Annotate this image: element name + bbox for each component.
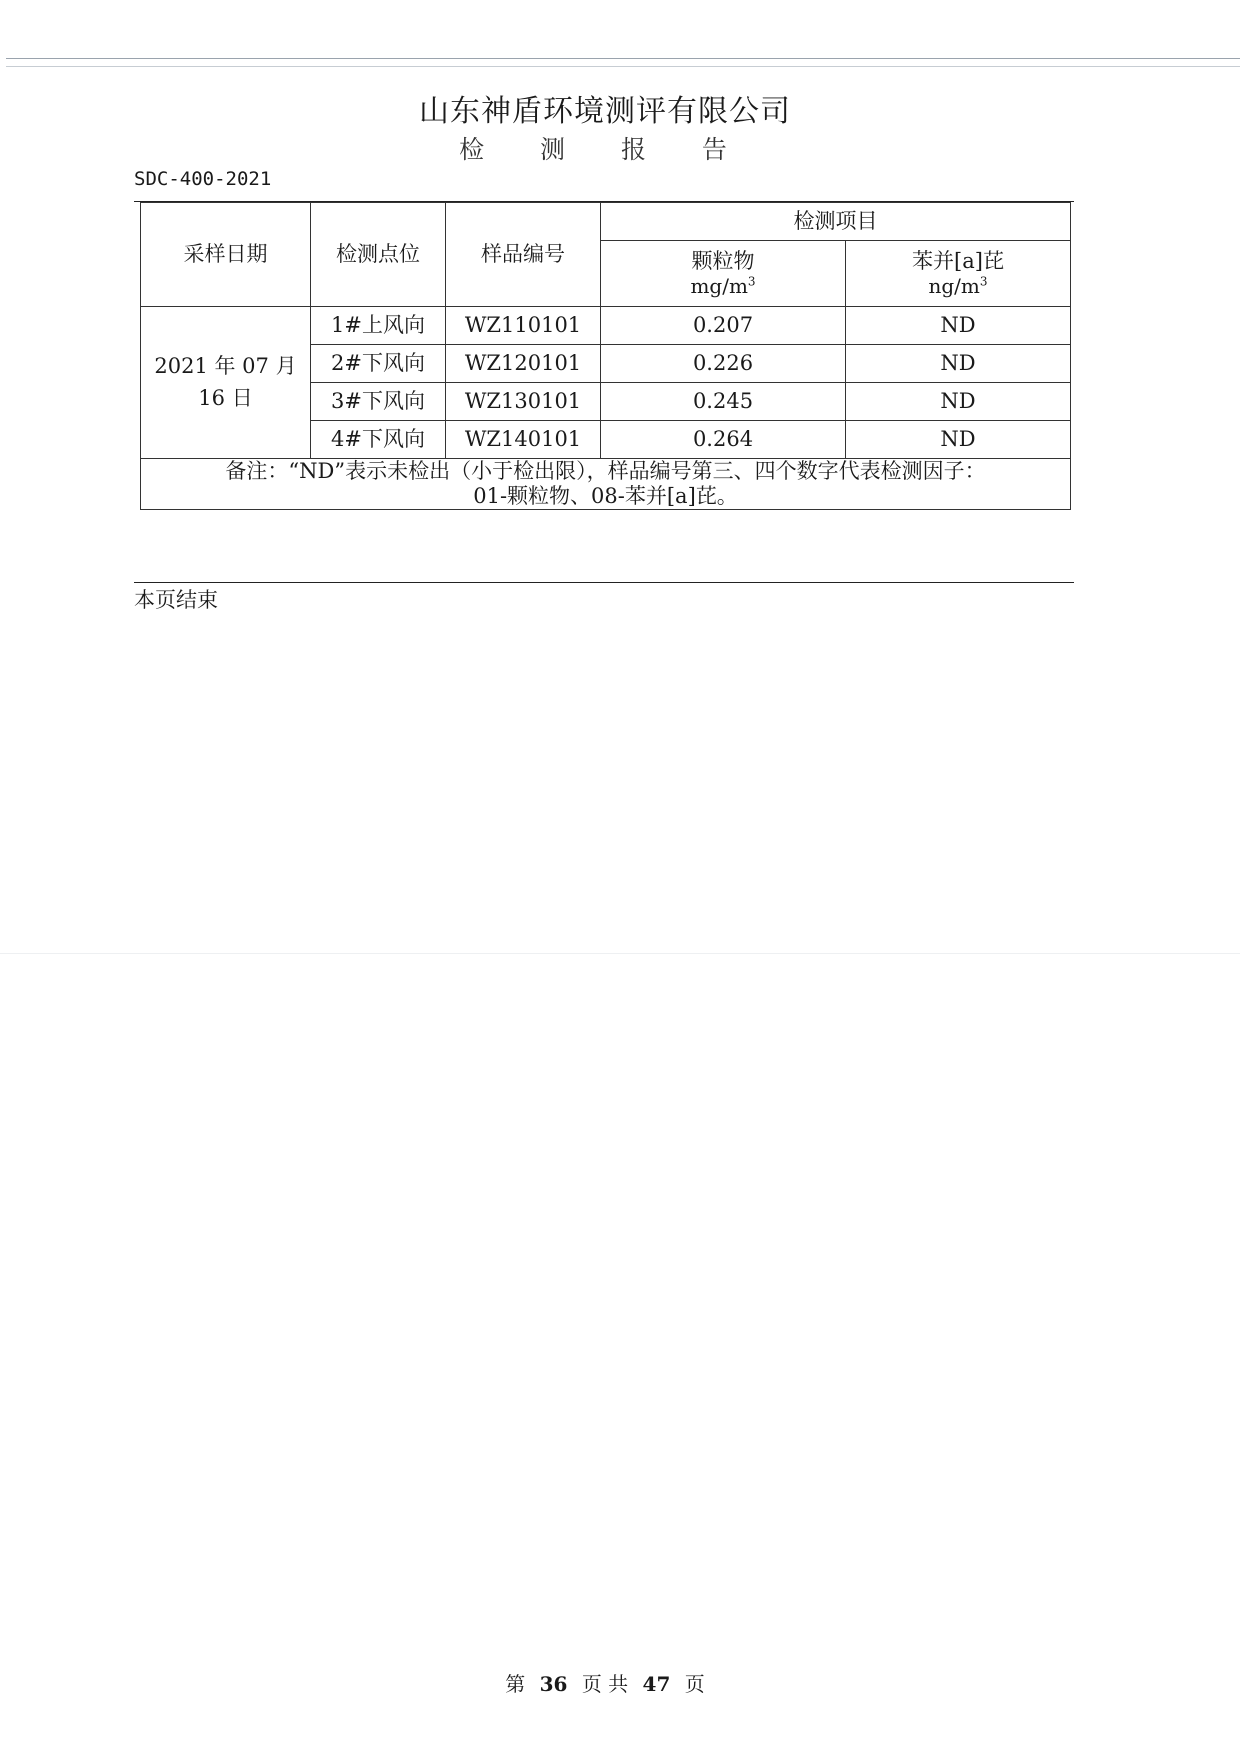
point-cell: 3#下风向 xyxy=(311,383,446,421)
point-cell: 1#上风向 xyxy=(311,307,446,345)
company-name: 山东神盾环境测评有限公司 xyxy=(419,94,791,129)
header-sampling-date: 采样日期 xyxy=(141,203,311,307)
particulate-cell: 0.264 xyxy=(601,421,846,459)
sampling-date-cell xyxy=(141,307,311,459)
header-test-point: 检测点位 xyxy=(311,203,446,307)
top-border-line-secondary xyxy=(6,66,1240,67)
footer-middle: 页 共 xyxy=(581,1672,629,1696)
page-end-label: 本页结束 xyxy=(134,588,218,612)
end-rule xyxy=(134,582,1074,583)
particulate-label: 颗粒物 xyxy=(691,248,755,273)
bap-label: 苯并[a]芘 xyxy=(912,248,1004,273)
bap-cell: ND xyxy=(846,307,1071,345)
point-cell: 4#下风向 xyxy=(311,421,446,459)
footer-suffix: 页 xyxy=(684,1672,705,1696)
bap-cell: ND xyxy=(846,345,1071,383)
sample-cell: WZ140101 xyxy=(446,421,601,459)
sample-cell: WZ130101 xyxy=(446,383,601,421)
top-border-line xyxy=(6,58,1240,59)
total-page-number: 47 xyxy=(642,1672,671,1696)
report-title: 检 测 报 告 xyxy=(459,135,751,164)
bap-unit: $ng/m^3$ xyxy=(928,274,988,299)
note-row xyxy=(141,459,1071,510)
page-footer xyxy=(0,1668,1210,1697)
header-particulate xyxy=(601,241,846,307)
sample-cell: WZ120101 xyxy=(446,345,601,383)
bap-cell: ND xyxy=(846,383,1071,421)
table-row xyxy=(141,307,1071,345)
note-line-2: 01-颗粒物、08-苯并[a]芘。 xyxy=(473,484,738,509)
particulate-cell: 0.207 xyxy=(601,307,846,345)
point-cell: 2#下风向 xyxy=(311,345,446,383)
date-line-1: 2021 年 07 月 xyxy=(154,354,297,379)
date-line-2: 16 日 xyxy=(198,385,253,410)
header-test-items: 检测项目 xyxy=(601,203,1071,241)
sample-cell: WZ110101 xyxy=(446,307,601,345)
document-number: SDC-400-2021 xyxy=(134,168,272,190)
bap-cell: ND xyxy=(846,421,1071,459)
current-page-number: 36 xyxy=(539,1672,568,1696)
particulate-unit: $mg/m^3$ xyxy=(690,274,756,299)
particulate-cell: 0.226 xyxy=(601,345,846,383)
table-note xyxy=(141,459,1071,510)
header-sample-id: 样品编号 xyxy=(446,203,601,307)
particulate-cell: 0.245 xyxy=(601,383,846,421)
note-line-1: 备注：“ND”表示未检出（小于检出限），样品编号第三、四个数字代表检测因子： xyxy=(225,459,986,483)
scan-artifact-line xyxy=(0,953,1240,954)
footer-prefix: 第 xyxy=(505,1672,526,1696)
header-bap xyxy=(846,241,1071,307)
results-table xyxy=(140,202,1071,510)
